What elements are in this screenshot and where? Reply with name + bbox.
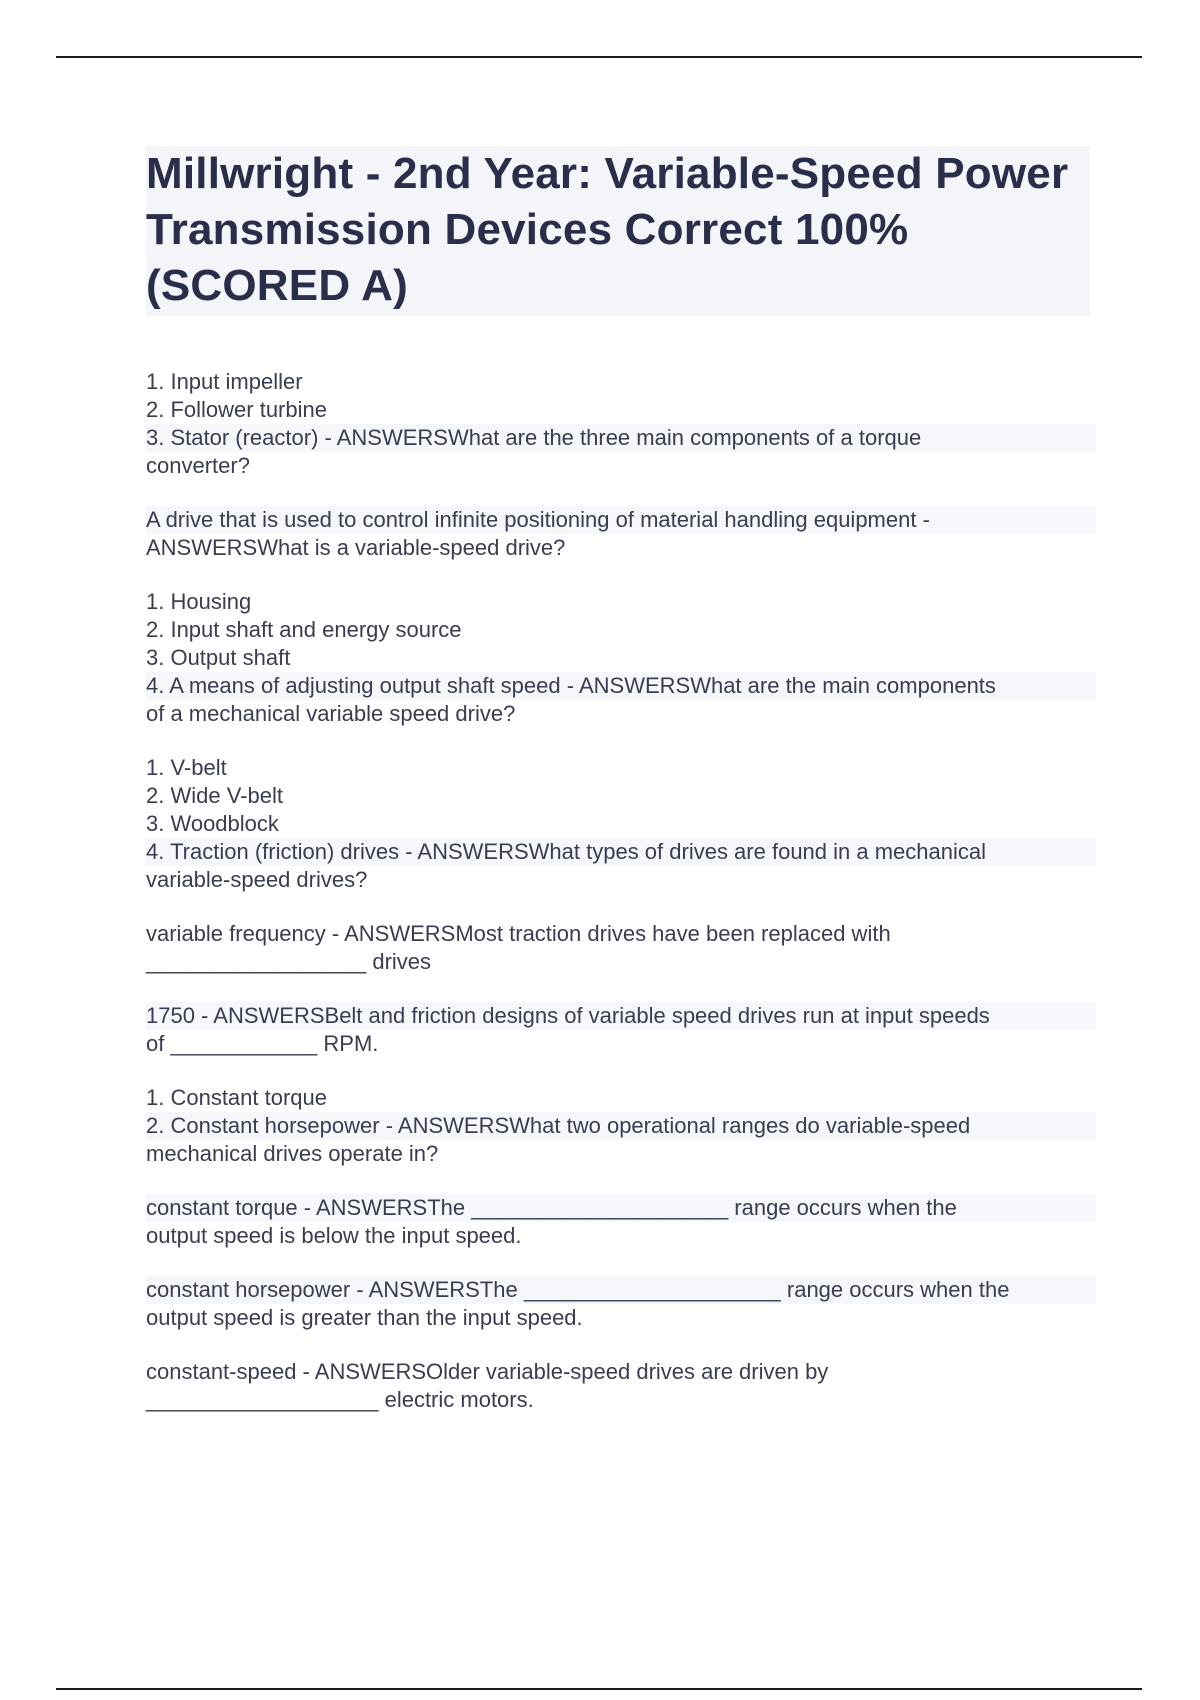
qa-entry xyxy=(146,1358,1096,1414)
qa-line: 1. V-belt xyxy=(146,755,227,780)
qa-line: converter? xyxy=(146,453,250,478)
qa-line: 3. Stator (reactor) - ANSWERSWhat are the three main components of a torque xyxy=(146,424,1096,452)
qa-line: constant horsepower - ANSWERSThe _____________________ range occurs when the xyxy=(146,1276,1096,1304)
qa-line: 2. Input shaft and energy source xyxy=(146,617,462,642)
qa-line: 2. Constant horsepower - ANSWERSWhat two operational ranges do variable-speed xyxy=(146,1112,1096,1140)
qa-line: constant torque - ANSWERSThe _____________________ range occurs when the xyxy=(146,1194,1096,1222)
qa-line: mechanical drives operate in? xyxy=(146,1141,439,1166)
qa-line: of a mechanical variable speed drive? xyxy=(146,701,516,726)
qa-entry xyxy=(146,588,1096,728)
qa-entry xyxy=(146,920,1096,976)
qa-line: A drive that is used to control infinite positioning of material handling equipment - xyxy=(146,506,1096,534)
qa-line: 2. Wide V-belt xyxy=(146,783,283,808)
qa-line: ___________________ electric motors. xyxy=(146,1387,534,1412)
qa-line: 1. Housing xyxy=(146,589,252,614)
bottom-rule xyxy=(56,1688,1142,1690)
qa-line: variable-speed drives? xyxy=(146,867,368,892)
qa-line: __________________ drives xyxy=(146,949,432,974)
qa-line: 4. A means of adjusting output shaft speed - ANSWERSWhat are the main components xyxy=(146,672,1096,700)
qa-line: 1. Constant torque xyxy=(146,1085,328,1110)
qa-line: ANSWERSWhat is a variable-speed drive? xyxy=(146,535,566,560)
qa-line: 1. Input impeller xyxy=(146,369,303,394)
qa-entry xyxy=(146,1084,1096,1168)
qa-entry xyxy=(146,368,1096,480)
qa-line: 3. Output shaft xyxy=(146,645,291,670)
qa-line: variable frequency - ANSWERSMost traction drives have been replaced with xyxy=(146,921,891,946)
document-title: Millwright - 2nd Year: Variable-Speed Power Transmission Devices Correct 100%(SCORED A) xyxy=(146,149,1069,310)
qa-line: 1750 - ANSWERSBelt and friction designs of variable speed drives run at input speeds xyxy=(146,1002,1096,1030)
qa-line: 3. Woodblock xyxy=(146,811,279,836)
top-rule xyxy=(56,56,1142,58)
qa-list xyxy=(146,368,1096,1440)
qa-line: output speed is greater than the input speed. xyxy=(146,1305,583,1330)
qa-line: of ____________ RPM. xyxy=(146,1031,379,1056)
qa-entry xyxy=(146,506,1096,562)
qa-line: constant-speed - ANSWERSOlder variable-speed drives are driven by xyxy=(146,1359,829,1384)
qa-entry xyxy=(146,1002,1096,1058)
title-block xyxy=(146,146,1090,316)
qa-entry xyxy=(146,1276,1096,1332)
qa-entry xyxy=(146,1194,1096,1250)
qa-line: 2. Follower turbine xyxy=(146,397,327,422)
qa-entry xyxy=(146,754,1096,894)
qa-line: 4. Traction (friction) drives - ANSWERSWhat types of drives are found in a mechanical xyxy=(146,838,1096,866)
qa-line: output speed is below the input speed. xyxy=(146,1223,522,1248)
